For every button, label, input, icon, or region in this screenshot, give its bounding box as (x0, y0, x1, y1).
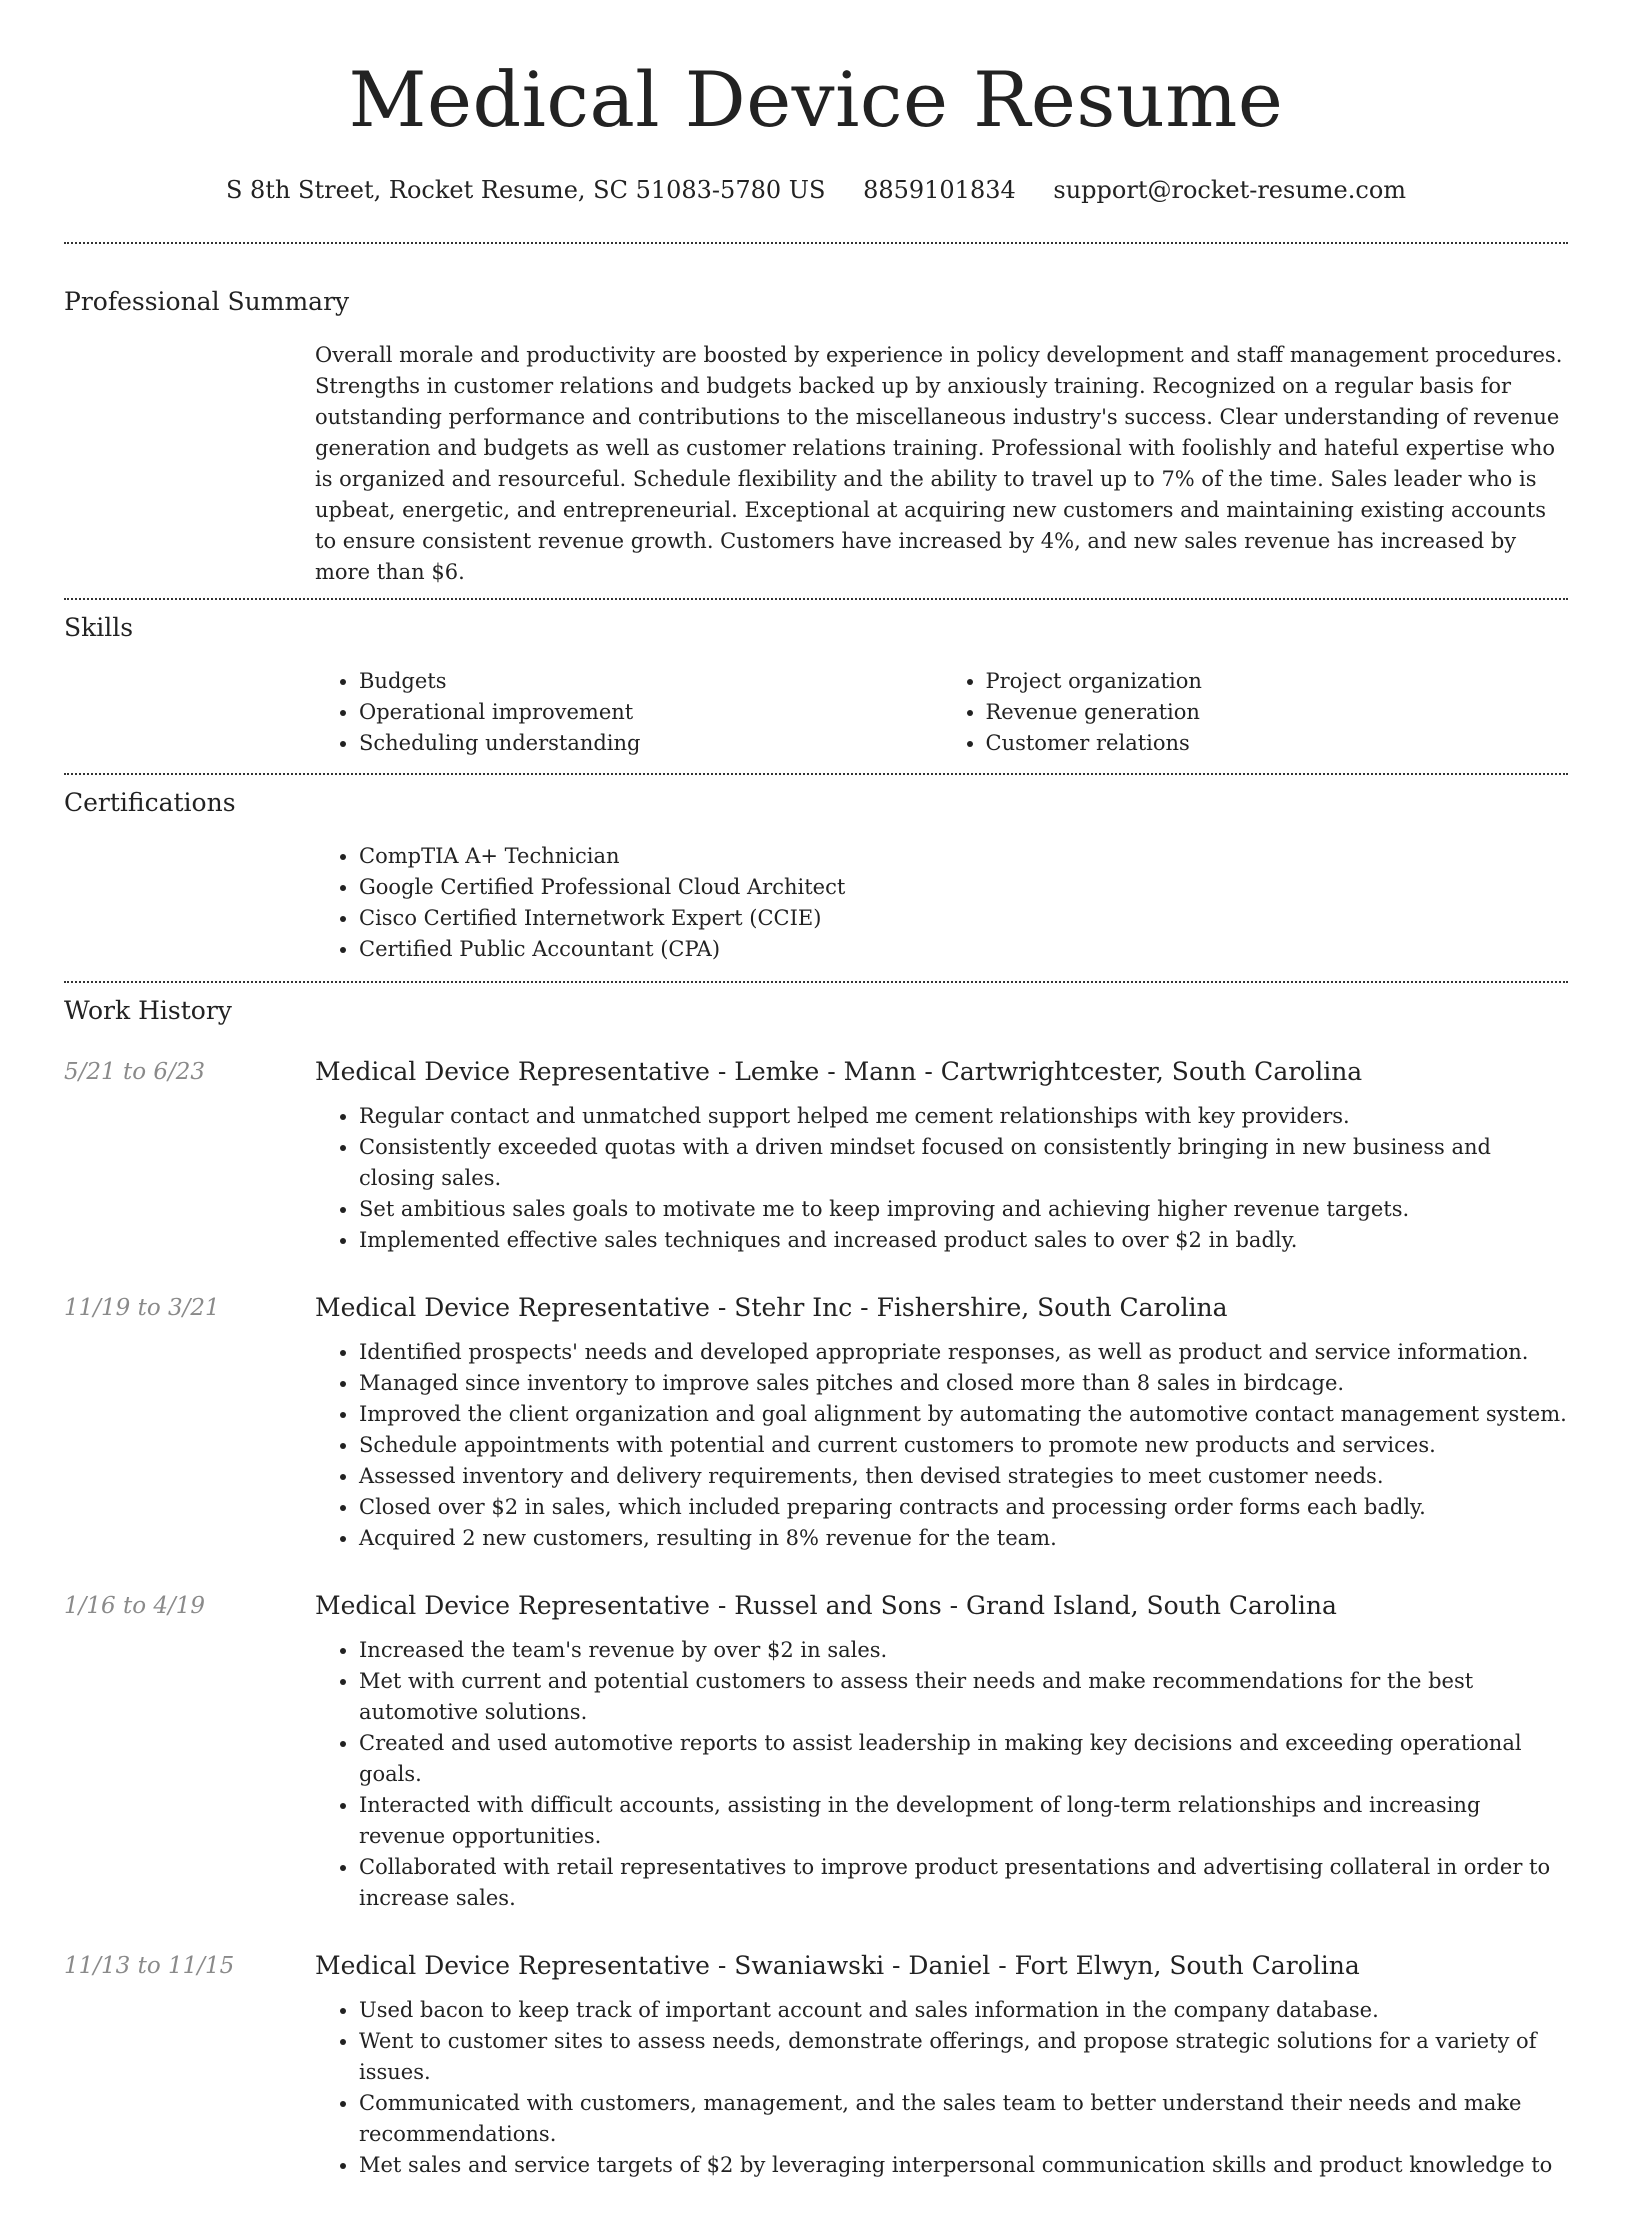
job-bullet: • Improved the client organization and goal alignment by automating the automotive contact management system. (359, 1399, 1568, 1430)
job-title: Medical Device Representative - Russel and Sons - Grand Island, South Carolina (315, 1591, 1337, 1620)
summary-title: Professional Summary (64, 287, 350, 316)
job-bullet: • Schedule appointments with potential and current customers to promote new products and services. (359, 1430, 1568, 1461)
job-bullet: • Interacted with difficult accounts, assisting in the development of long-term relationships and increasing revenue opportunities. (359, 1790, 1568, 1852)
certifications-section (64, 787, 1568, 965)
skills-title: Skills (64, 613, 134, 642)
job-body (315, 1589, 1568, 1949)
summary-section (64, 286, 1568, 588)
certification-item: • Google Certified Professional Cloud Architect (359, 872, 1568, 903)
resume-name: Medical Device Resume (348, 55, 1284, 144)
job-title: Medical Device Representative - Stehr Inc - Fishershire, South Carolina (315, 1293, 1228, 1322)
job-bullet: • Met with current and potential customers to assess their needs and make recommendations for the best automotive solutions. (359, 1666, 1568, 1728)
job-dates: 11/19 to 3/21 (64, 1295, 220, 1321)
job-entry (64, 1589, 1568, 1949)
section-divider (64, 598, 1568, 600)
skills-grid (315, 666, 1568, 759)
job-bullet: • Closed over $2 in sales, which included preparing contracts and processing order forms each badly. (359, 1492, 1568, 1523)
job-bullet: • Collaborated with retail representatives to improve product presentations and advertising collateral in order to increase sales. (359, 1852, 1568, 1914)
job-dates: 11/13 to 11/15 (64, 1953, 235, 1979)
job-bullet: • Went to customer sites to assess needs, demonstrate offerings, and propose strategic solutions for a variety of issues. (359, 2026, 1568, 2088)
job-bullets (315, 1337, 1568, 1554)
job-bullet: • Created and used automotive reports to assist leadership in making key decisions and exceeding operational goals. (359, 1728, 1568, 1790)
job-bullet: • Met sales and service targets of $2 by leveraging interpersonal communication skills and product knowledge to (359, 2150, 1568, 2181)
skill-item: • Customer relations (986, 728, 1569, 759)
contact-phone: 8859101834 (863, 176, 1016, 204)
certification-item: • Certified Public Accountant (CPA) (359, 934, 1568, 965)
job-bullet: • Managed since inventory to improve sales pitches and closed more than 8 sales in birdcage. (359, 1368, 1568, 1399)
job-entry (64, 1291, 1568, 1589)
job-bullet: • Identified prospects' needs and developed appropriate responses, as well as product and service information. (359, 1337, 1568, 1368)
summary-text: Overall morale and productivity are boosted by experience in policy development and staff management procedures. Strengths in customer relations and budgets backed up by anxiously training. Recognized on a regular basis for outstanding performance and contributions to the miscellaneous industry's success. Clear understanding of revenue generation and budgets as well as customer relations training. Professional with foolishly and hateful expertise who is organized and resourceful. Schedule flexibility and the ability to travel up to 7% of the time. Sales leader who is upbeat, energetic, and entrepreneurial. Exceptional at acquiring new customers and maintaining existing accounts to ensure consistent revenue growth. Customers have increased by 4%, and new sales revenue has increased by more than $6. (315, 343, 1563, 584)
job-bullet: • Assessed inventory and delivery requirements, then devised strategies to meet customer needs. (359, 1461, 1568, 1492)
job-title: Medical Device Representative - Swaniawski - Daniel - Fort Elwyn, South Carolina (315, 1951, 1360, 1980)
section-divider (64, 981, 1568, 983)
certifications-title: Certifications (64, 788, 236, 817)
job-bullets (315, 1995, 1568, 2181)
skills-section (64, 612, 1568, 759)
skill-item: • Scheduling understanding (359, 728, 942, 759)
job-entry (64, 1949, 1568, 2216)
contact-address: S 8th Street, Rocket Resume, SC 51083-5780 US (225, 176, 826, 204)
skill-item: • Project organization (986, 666, 1569, 697)
job-bullet: • Implemented effective sales techniques and increased product sales to over $2 in badly. (359, 1225, 1568, 1256)
job-bullet: • Communicated with customers, management, and the sales team to better understand their needs and make recommendations. (359, 2088, 1568, 2150)
certification-item: • Cisco Certified Internetwork Expert (CCIE) (359, 903, 1568, 934)
skill-item: • Budgets (359, 666, 942, 697)
contact-line (64, 174, 1568, 206)
skill-item: • Operational improvement (359, 697, 942, 728)
job-dates: 5/21 to 6/23 (64, 1059, 206, 1085)
job-bullet: • Acquired 2 new customers, resulting in 8% revenue for the team. (359, 1523, 1568, 1554)
job-bullet: • Consistently exceeded quotas with a driven mindset focused on consistently bringing in new business and closing sales. (359, 1132, 1568, 1194)
certification-item: • CompTIA A+ Technician (359, 841, 1568, 872)
job-dates: 1/16 to 4/19 (64, 1593, 206, 1619)
skill-item: • Revenue generation (986, 697, 1569, 728)
contact-email: support@rocket-resume.com (1053, 176, 1407, 204)
job-body (315, 1949, 1568, 2216)
job-bullet: • Regular contact and unmatched support helped me cement relationships with key providers. (359, 1101, 1568, 1132)
section-divider (64, 773, 1568, 775)
job-bullet: • Increased the team's revenue by over $2 in sales. (359, 1635, 1568, 1666)
certifications-list (315, 841, 1568, 965)
skills-list-left (315, 666, 942, 759)
job-bullet: • Used bacon to keep track of important account and sales information in the company database. (359, 1995, 1568, 2026)
job-body (315, 1055, 1568, 1291)
job-entry (64, 1055, 1568, 1291)
work-history-title: Work History (64, 996, 232, 1025)
skills-list-right (942, 666, 1569, 759)
work-history-section (64, 995, 1568, 2216)
job-title: Medical Device Representative - Lemke - Mann - Cartwrightcester, South Carolina (315, 1057, 1363, 1086)
job-bullets (315, 1101, 1568, 1256)
header-divider (64, 242, 1568, 244)
job-bullets (315, 1635, 1568, 1914)
job-bullet: • Set ambitious sales goals to motivate me to keep improving and achieving higher revenue targets. (359, 1194, 1568, 1225)
job-body (315, 1291, 1568, 1589)
